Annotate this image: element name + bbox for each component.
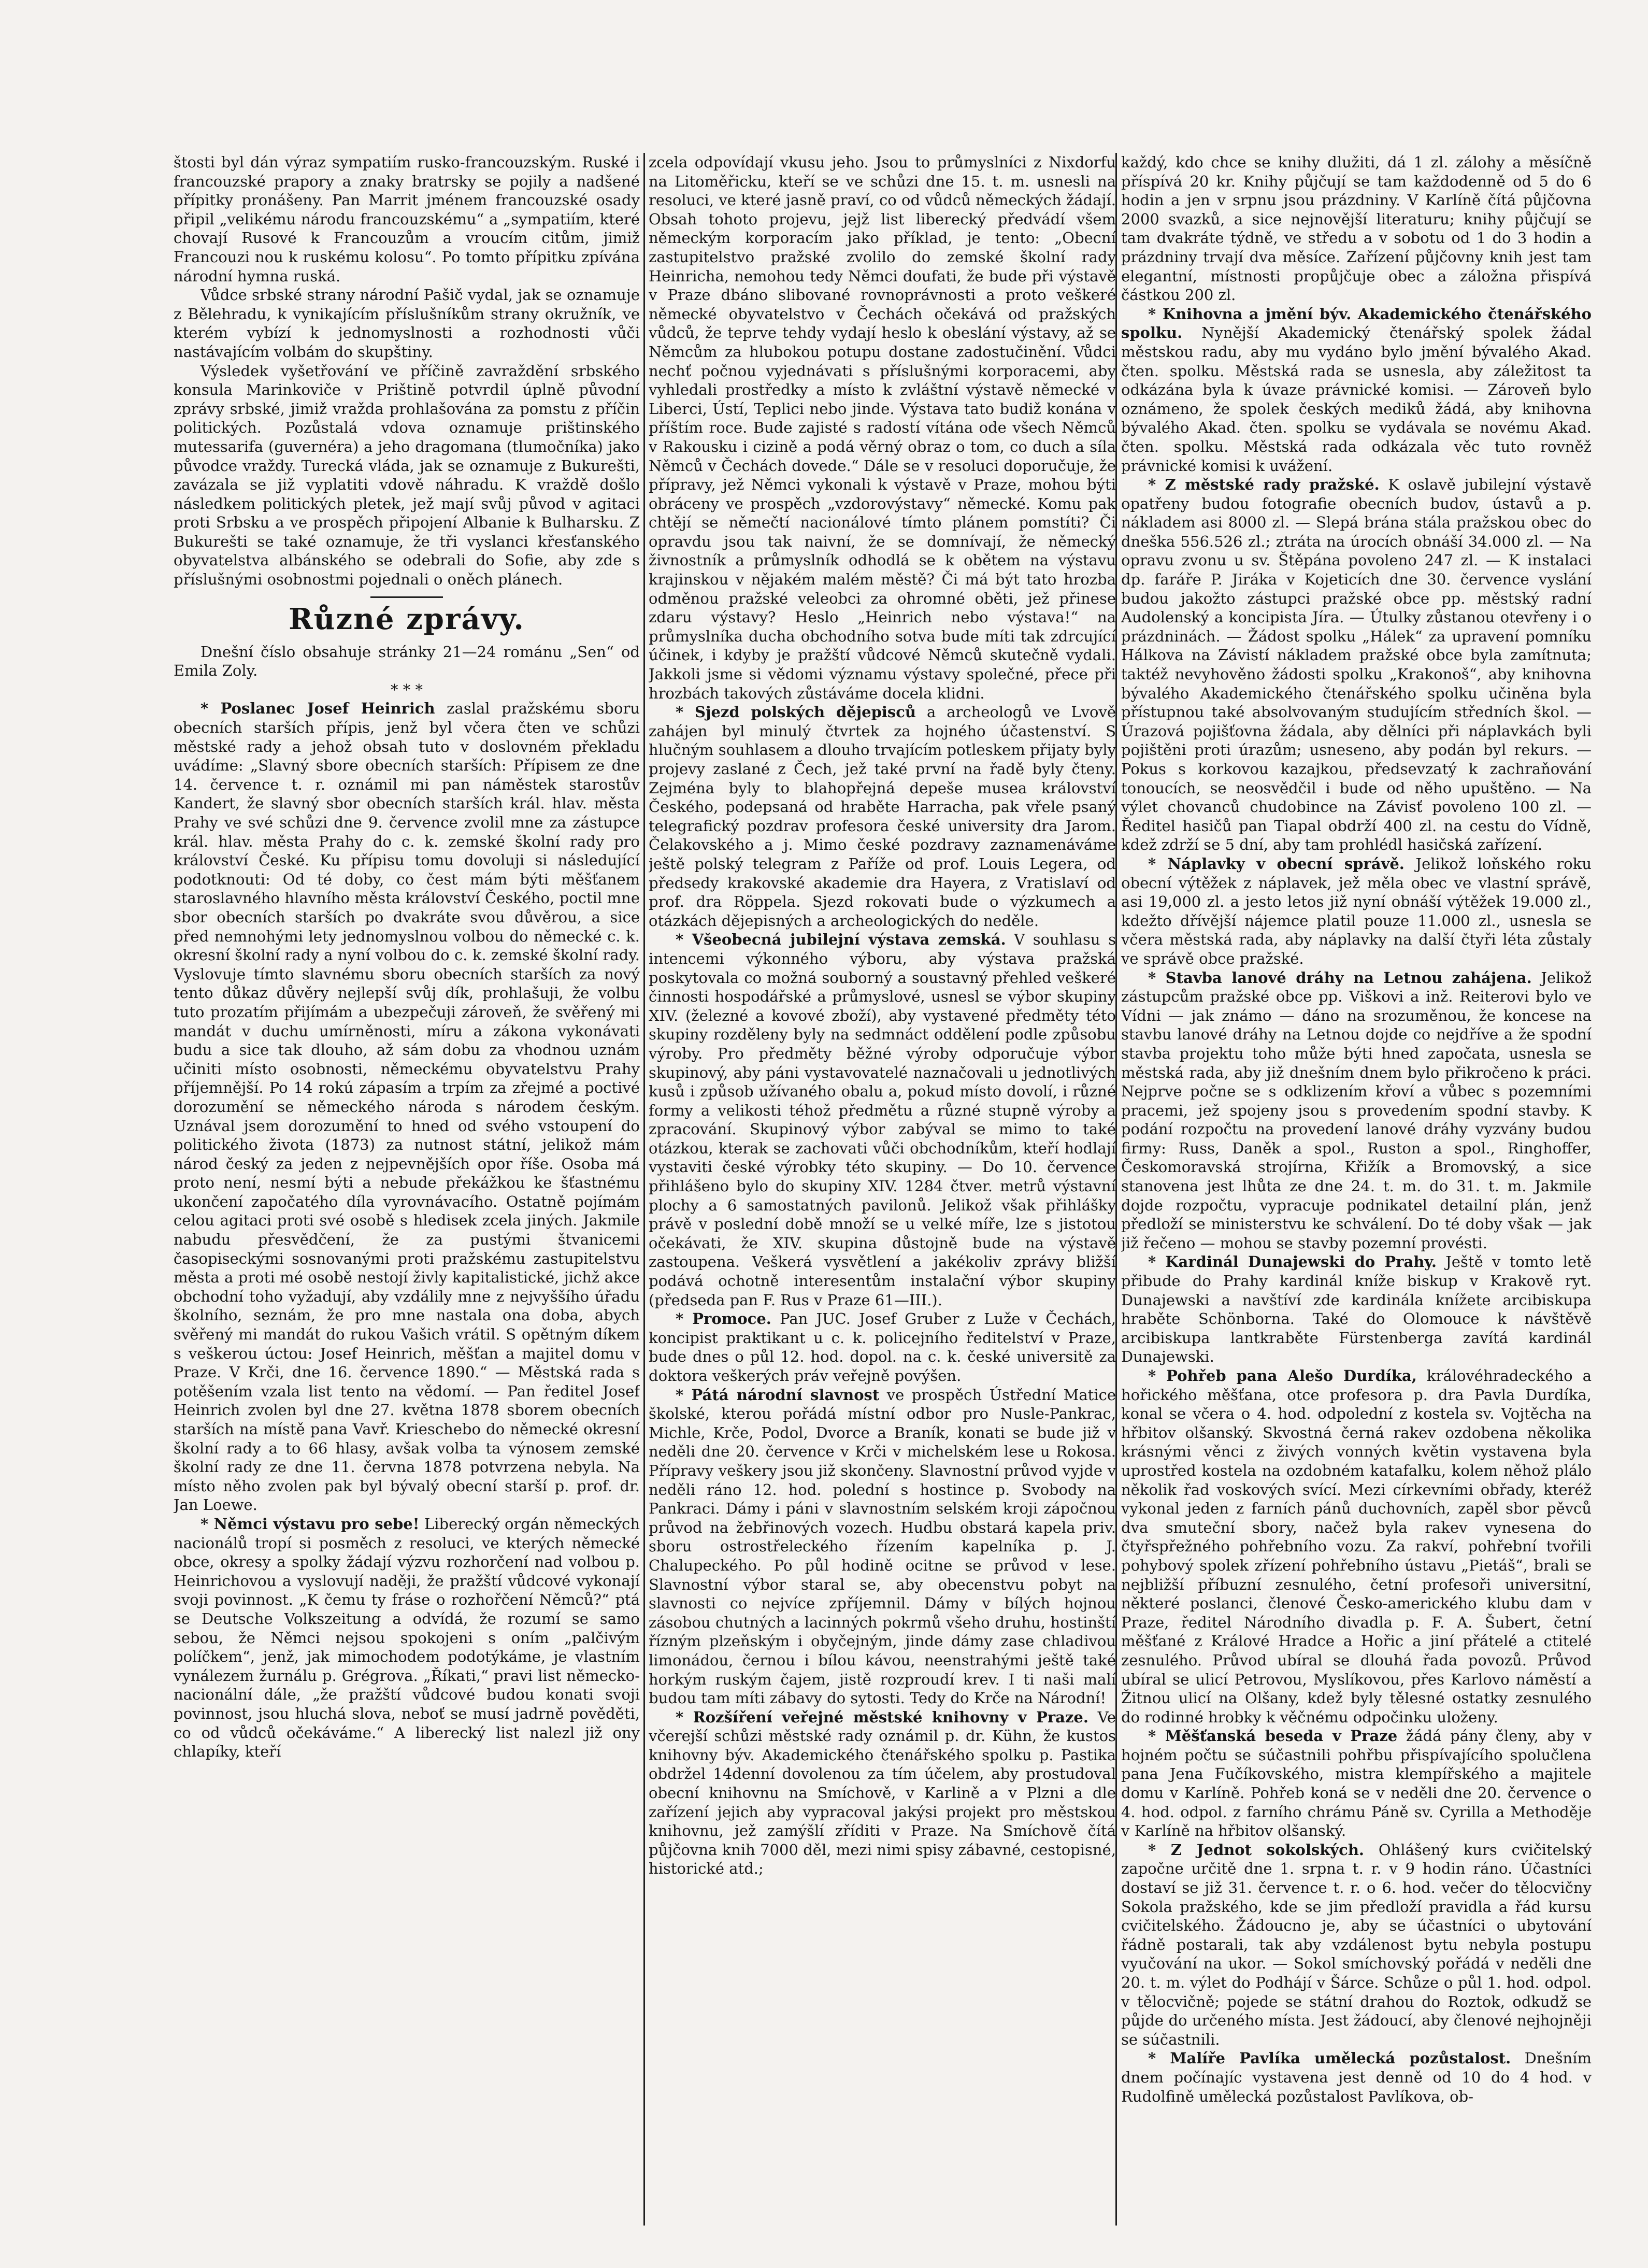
news-item-body: a archeologů ve Lvově zahájen byl minulý čtvrtek za hojného účastenství. S hlučným souhlasem a dlouho trvajícím potleskem přijaty byly projevy zaslané z Čech, jež také první na řadě byly čteny. Zejména byly to blahopřejná depeše musea království Českého, podepsaná od hraběte Harracha, pak vřele psaný telegrafický pozdrav profesora české university dra Jarom. Čelakovského a j. Mimo české pozdravy zaznamenáváme ještě polský telegram z Paříže od prof. Louis Legera, od předsedy krakovské akademie dra Hayera, z Vratislaví od prof. dra Röppela. Sjezd rokovati bude o výzkumech a otázkách dějepisných a archeologických do neděle.	[649, 703, 1116, 930]
news-item-lead: * Rozšíření veřejné městské knihovny v Praze.	[676, 1708, 1088, 1726]
column-right	[1121, 153, 1592, 2246]
news-item-body: Ohlášený kurs cvičitelský započne určitě dne 1. srpna t. r. v 9 hodin ráno. Účastníci dostaví se již 31. července t. r. o 6. hod. večer do tělocvičny Sokola pražského, kde se jim předloží pravidla a řád kursu cvičitelského. Žádoucno je, aby se účastníci o ubytování řádně postarali, tak aby vzdálenost bytu nebyla postupu vyučování na ukor. — Sokol smíchovský pořádá v neděli dne 20. t. m. výlet do Podhájí v Šárce. Schůze o půl 1. hod. odpol. v tělocvičně; pojede se státní drahou do Roztok, odkudž se půjde do určeného místa. Jest žádoucí, aby členové nejhojněji se súčastnili.	[1121, 1841, 1592, 2048]
news-item-body: V souhlasu s intencemi výkonného výboru, aby výstava pražská poskytovala co možná souborný a soustavný přehled veškeré činnosti hospodářské a průmyslové, usnesl se výbor skupiny XIV. (železné a kovové zboží), aby vystavené předměty této skupiny rozděleny byly na sedmnáct oddělení podle způsobu výroby. Pro předměty běžné výroby odporučuje výbor skupinový, aby páni vystavovatelé naznačovali u jednotlivých kusů i způsob užívaného obalu a, pokud místo dovolí, i různé formy a velikosti téhož předmětu a různé stupně výroby a zpracování. Skupinový výbor zabýval se mimo to také otázkou, kterak se zachovati vůči obchodníkům, kteří hodlají vystaviti české výrobky této skupiny. — Do 10. července přihlášeno bylo do skupiny XIV. 1284 čtver. metrů výstavní plochy a 6 samostatných pavilonů. Jelikož však přihlášky právě v poslední době množí se u velké míře, lze s jistotou očekávati, že XIV. skupina důstojně bude na výstavě zastoupena. Veškerá vysvětlení a jakékoliv zprávy bližší podává ochotně interesentům instalační výbor skupiny (předseda pan F. Rus v Praze 61—III.).	[649, 931, 1116, 1309]
section-divider	[370, 596, 443, 598]
news-item-lead: * Pátá národní slavnost	[676, 1386, 880, 1404]
news-item	[1121, 1841, 1592, 2049]
article-continuation: každý, kdo chce se knihy dlužiti, dá 1 zl. zálohy a měsíčně příspívá 20 kr. Knihy půjčují se tam každodenně od 5 do 6 hodin a jen v srpnu jsou prázdniny. V Karlíně čítá půjčovna 2000 svazků, a sice nejnovější literaturu; knihy půjčují se tam dvakráte týdně, ve středu a v sobotu od 1 do 3 hodin a prázdniny trvají dva měsíce. Zařízení půjčovny knih jest tam elegantní, místnosti propůjčuje obec a záložna přispívá částkou 200 zl.	[1121, 153, 1592, 304]
news-item-body: Liberecký orgán německých nacionálů tropí si posměch z resoluci, ve kterých německé obce, okresy a spolky žádají výzvu rozhorčení nad volbou p. Heinrichovou a vyslovují naději, že pražští vůdcové vykonají svoji povinnost. „K čemu ty fráse o rozhořčení Němců?“ ptá se Deutsche Volkszeitung a odvídá, že rozumí se samo sebou, že Němci nejsou spokojeni s oním „palčivým políčkem“, jenž, jak mimochodem podotýkáme, je vlastním vynálezem žurnálu p. Grégrova. „Říkati,“ pravi list německo-nacionální dále, „že pražští vůdcové budou konati svoji povinnost, jsou hluchá slova, neboť se musí jadrně pověděti, co od vůdců očekáváme.“ A liberecký list nalezl již ony chlapíky, kteří	[174, 1515, 640, 1761]
news-item-lead: * Sjezd polských dějepisců	[676, 703, 916, 721]
news-item	[649, 703, 1116, 930]
news-item-lead: * Němci výstavu pro sebe!	[200, 1515, 420, 1533]
news-item	[1121, 1366, 1592, 1727]
section-heading: Různé zprávy.	[289, 602, 525, 636]
news-item	[174, 699, 640, 1515]
supplement-notice: Dnešní číslo obsahuje stránky 21—24 románu „Sen“ od Emila Zoly.	[174, 643, 640, 680]
news-item-lead: * Malíře Pavlíka umělecká pozůstalost.	[1148, 2049, 1511, 2067]
column-left	[174, 153, 640, 2246]
news-item-lead: * Náplavky v obecní správě.	[1148, 854, 1405, 873]
news-item-body: královéhradeckého a hořického měšťana, otce profesora p. dra Pavla Durdíka, konal se včera o 4. hod. odpolední z kostela sv. Vojtěcha na hřbitov olšanský. Skvostná černá rakev ozdobena několika krásnými věnci z živých vonných květin vystavena byla uprostřed kostela na ozdobném katafalku, kolem něhož plálo několik řad voskových svící. Mezi církevními obřady, kteréž vykonal jeden z farních pánů duchovních, zapěl sbor pěvců dva smuteční sbory, načež byla rakev vynesena do čtyřspřežného pohřebního vozu. Za rakví, pohřební tvořili pohybový spolek zřízení pohřebního ústavu „Pietáš“, brali se nejbližší příbuzní zesnulého, četní profesoři universitní, některé poslanci, členové Česko-amerického klubu dam v Praze, ředitel Národního divadla p. F. A. Šubert, četní měšťané z Králové Hradce a Hořic a jiní přátelé a ctitelé zesnulého. Průvod ubíral se dlouhá řada povozů. Průvod ubíral se ulicí Petrovou, Myslíkovou, přes Karlovo náměstí a Žitnou ulicí na Olšany, kdež byly tělesné ostatky zesnulého do rodinné hrobky k věčnému odpočinku uloženy.	[1121, 1367, 1592, 1726]
news-item-lead: * Všeobecná jubilejní výstava zemská.	[676, 931, 1006, 949]
news-item	[1121, 854, 1592, 968]
news-item-body: Pan JUC. Josef Gruber z Luže v Čechách, koncipist praktikant u c. k. policejního ředitelství v Praze, bude dnes o půl 12. hod. dopol. na c. k. české universitě za doktora veškerých práv veřejně povýšen.	[649, 1310, 1116, 1385]
news-item-lead: * Knihovna a jmění býv. Akademického čtenářského spolku.	[1121, 305, 1592, 342]
news-item	[649, 1386, 1116, 1708]
news-item-body: Dnešním dnem počínajíc vystavena jest denně od 10 do 4 hod. v Rudolfině umělecká pozůstalost Pavlíkova, ob-	[1121, 2049, 1592, 2105]
news-item-body: žádá pány členy, aby v hojném počtu se súčastnili pohřbu přispívajícího spolučlena pana Jena Fučíkovského, mistra klempířského a majitele domu v Karlíně. Pohřeb koná se v neděli dne 20. července o 4. hod. odpol. z farního chrámu Páně sv. Cyrilla a Methoděje v Karlíně na hřbitov olšanský.	[1121, 1727, 1592, 1840]
news-item-body: zaslal pražskému sboru obecních starších přípis, jenž byl včera čten ve schůzi městské rady a jehož obsah tuto v doslovném překladu uvádíme: „Slavný sbore obecních starších: Přípisem ze dne 14. července t. r. oznámil mi pan náměstek starostův Kandert, že slavný sbor obecních starších král. hlav. města Prahy ve své schůzi dne 9. července zvolil mne za zástupce král. hlav. města Prahy do c. k. zemské školní rady pro království České. Ku přípisu tomu dovoluji si následující podotknouti: Od té doby, co čest mám býti měšťanem staroslavného hlavního města království Českého, poctil mne sbor obecních starších po dvakráte svou důvěrou, a sice před nemnohými lety jednomyslnou volbou do německé c. k. okresní školní rady a nyní volbou do c. k. zemské školní rady. Vyslovuje tímto slavnému sboru obecních starších za nový tento důkaz důvěry nejlepší svůj dík, prohlašuji, že volbu tuto prozatím přijímám a ubezpečuji zároveň, že svěřený mi mandát v duchu umírněnosti, míru a zákona vykonávati budu a sice tak dlouho, až sám dobu za vhodnou uznám učiniti místo osobnosti, německému obyvatelstvu Prahy příjemnější. Po 14 rokú zápasím a trpím za zřejmé a poctivé dorozumění se německého národa s národem českým. Uznával jsem dorozumění to hned od svého vstoupení do politického života (1873) za nutnost státní, jelikož mám národ český za jeden z nejpevnějších opor říše. Osoba má proto není, nesmí býti a nebude překážkou ke šťastnému ukončení započatého díla vyrovnávacího. Ostatně pojímám celou agitaci proti své osobě s hledisek zcela jiných. Jakmile nabudu přesvědčení, že za pustými štvanicemi časopiseckými sosnovanými proti pražskému zastupitelstvu města a proti mé osobě nestojí živly kapitalistické, jichž akce obchodní toho vyžadují, aby vzdálily mne z nejvyššího úřadu školního, seznám, že pro mne nastala ona doba, abych svěřený mi mandát do rukou Vašich vrátil. S opětným díkem s veškerou úctou: Josef Heinrich, měšťan a majitel domu v Praze. V Krči, dne 16. července 1890.“ — Městská rada s potěšením vzala list tento na vědomí. — Pan ředitel Josef Heinrich zvolen byl dne 27. května 1878 sborem obecních starších na místě pana Vavř. Krieschebo do německé okresní školní rady a to 66 hlasy, avšak volba ta výnosem zemské školní rady ze dne 11. června 1878 potvrzena nebyla. Na místo něho zvolen pak byl bývalý obecní starší p. prof. dr. Jan Loewe.	[174, 700, 640, 1514]
news-item-body: Jelikož loňského roku obecní výtěžek z náplavek, jež měla obec ve vlastní správě, asi 19,000 zl. a jesto letos již nyní obnáší výtěžek 19.000 zl., kdežto dřívější nájemce platil pouze 11.000 zl., usnesla se včera městská rada, aby náplavky na další čtyři léta zůstaly ve správě obce pražské.	[1121, 854, 1592, 967]
news-item	[174, 1515, 640, 1761]
news-item	[649, 1708, 1116, 1878]
news-item-body: Ještě v tomto letě přibude do Prahy kardinál kníže biskup v Krakově ryt. Dunajewski a navštíví zde kardinála knížete arcibiskupa hraběte Schönborna. Také do Olomouce k návštěvě arcibiskupa lantkraběte Fürstenberga zavítá kardinál Dunajewski.	[1121, 1253, 1592, 1366]
news-item-lead: * Kardinál Dunajewski do Prahy.	[1148, 1253, 1437, 1271]
news-item	[649, 930, 1116, 1309]
news-item-lead: * Z Jednot sokolských.	[1148, 1841, 1364, 1859]
article-continuation: štosti byl dán výraz sympatiím rusko-francouzským. Ruské i francouzské prapory a znaky bratrsky se pojily a nadšené přípitky pronášeny. Pan Marrit jménem francouzské osady připil „velikému národu francouzskému“ a „sympatiím, které chovají Rusové k Francouzům a vroucím citům, jimiž Francouzi nou k ruskému kolosu“. Po tomto přípitku zpívána národní hymna ruská.	[174, 153, 640, 285]
news-paragraph: Výsledek vyšetřování ve příčině zavraždění srbského konsula Marinkoviče v Prištině potvrdil úplně původní zprávy srbské, jimiž vražda prohlašována za pomstu z příčin politických. Pozůstalá vdova oznamuje prištinského mutessarifa (guvernéra) a jeho dragomana (tlumočníka) jako původce vraždy. Turecká vláda, jak se oznamuje z Bukurešti, zavázala se již vyplatiti vdově náhradu. K vraždě došlo následkem politických pletek, jež mají svůj původ v agitaci proti Srbsku a ve prospěch připojení Albanie k Bulharsku. Z Bukurešti se také oznamuje, že tři vyslanci křesťanského obyvatelstva albánského se odebrali do Sofie, aby zde s příslušnými osobnostmi pojednali o oněch plánech.	[174, 362, 640, 589]
news-item	[1121, 1252, 1592, 1366]
news-item	[1121, 2049, 1592, 2106]
article-continuation: zcela odpovídají vkusu jeho. Jsou to průmyslníci z Nixdorfu na Litoměřicku, kteří se ve schůzi dne 15. t. m. usnesli na resoluci, ve které jasně praví, co od vůdců německých žádají. Obsah tohoto projevu, jejž list liberecký předvádí všem německým korporacím jako příklad, je tento: „Obecní zastupitelstvo pražské zvolilo do zemské školní rady Heinricha, nemohou tedy Němci doufati, že bude při výstavě v Praze dbáno slibované rovnoprávnosti a proto veškeré německé obyvatelstvo v Čechách očekává od pražských vůdců, že teprve tehdy vydají heslo k obeslání výstavy, až se Němcům za hlubokou potupu dostane zadostučinění. Vůdci nechť počnou vyjednávati s příslušnými korporacemi, aby vyhledali prostředky a místo k zvláštní výstavě německé v Liberci, Ústí, Teplici nebo jinde. Výstava tato budiž konána v příštím roce. Bude zajisté s radostí vítána ode všech Němců v Rakousku i cizině a podá věrný obraz o tom, co duch a síla Němců v Čechách dovede.“ Dále se v resoluci doporučuje, že přípravy, jež Němci vykonali k výstavě v Praze, mohou býti obráceny ve prospěch „vzdorovýstavy“ německé. Komu pak chtějí se němečtí nacionálové tímto plánem pomstíti? Či opravdu jsou tak naivní, že se domnívají, že německý živnostník a průmyslník odhodlá se k obětem na výstavu krajinskou v nějakém malém městě? Či má být tato hrozba odměnou pražské veleobci za ohromné oběti, jež přinese zdaru výstavy? Heslo „Heinrich nebo výstava!“ na průmyslníka ducha obchodního sotva bude míti tak zdrcující účinek, i kdyby je pražští vůdcové Němců skutečně vydali. Jakkoli jsme si vědomi významu výstavy společné, přece při hrozbách takových zůstáváme docela klidni.	[649, 153, 1116, 702]
column-middle	[649, 153, 1116, 2246]
stars-separator: * * *	[391, 680, 423, 698]
news-paragraph: Vůdce srbské strany národní Pašič vydal, jak se oznamuje z Bělehradu, k vynikajícím příslušníkům strany okružník, ve kterém vybízí k jednomyslnosti a rozhodnosti vůči nastávajícím volbám do skupštiny.	[174, 286, 640, 361]
news-item	[649, 1309, 1116, 1385]
news-item	[1121, 475, 1592, 854]
column-rule	[643, 153, 645, 2226]
news-item-lead: * Stavba lanové dráhy na Letnou zahájena.	[1148, 968, 1532, 987]
news-item	[1121, 968, 1592, 1253]
news-item-lead: * Z městské rady pražské.	[1148, 476, 1380, 494]
news-item-body: K oslavě jubilejní výstavě opatřeny budou fotografie obecních budov, ústavů a p. nákladem asi 8000 zl. — Slepá brána stála pražskou obec do dneška 556.526 zl.; ztráta na úrocích obnáší 34.000 zl. — Na opravu zvonu u sv. Štěpána povoleno 247 zl. — K instalaci dp. faráře P. Jiráka v Kojeticích dne 30. července vyslání budou jakožto zástupci pražské obce pp. městský radní Audolenský a koncipista Jíra. — Útulky zůstanou otevřeny i o prázdninách. — Žádost spolku „Hálek“ za upravení pomníku Hálkova na Závistí nákladem pražské obce byla zamítnuta; taktéž nevyhověno žádosti spolku „Krakonoš“, aby knihovna bývalého Akademického čtenářského spolku učiněna byla přístupnou také absolvovaným studujícím středních škol. — Úrazová pojišťovna žádala, aby dělníci při náplavkách byli pojištěni proti úrazům; usneseno, aby podán byl rekurs. — Pokus s korkovou kazajkou, předsevzatý k zachraňování tonoucích, se neosvědčil i bude od něho upuštěno. — Na výlet chovanců chudobince na Závisť povoleno 100 zl. — Ředitel hasičů pan Tiapal obdrží 400 zl. na cestu do Vídně, kdež zdrží se 5 dní, aby tam prohlédl hasičská zařízení.	[1121, 476, 1592, 854]
news-item	[1121, 1727, 1592, 1841]
news-item-lead: * Poslanec Josef Heinrich	[200, 700, 435, 718]
news-item-lead: * Pohřeb pana Alešo Durdíka,	[1148, 1367, 1417, 1385]
news-item-body: Nynější Akademický čtenářský spolek žádal městskou radu, aby mu vydáno bylo jmění bývalého Akad. čten. spolku. Městská rada se usnesla, aby záležitost ta odkázána byla k úvaze právnické komisi. — Zároveň bylo oznámeno, že spolek českých mediků žádá, aby knihovna bývalého Akad. čten. spolku se vydávala se novému Akad. čten. spolku. Městská rada odkázala věc tuto rovněž právnické komisi k uvážení.	[1121, 324, 1592, 475]
news-item-body: ve prospěch Ústřední Matice školské, kterou pořádá místní odbor pro Nusle-Pankrac, Michle, Krče, Podol, Dvorce a Braník, konati se bude již v neděli dne 20. července v Krči v michelském lese u Rokosa. Přípravy veškery jsou již skončeny. Slavnostní průvod vyjde v neděli ráno 12. hod. polední s hostince p. Svobody na Pankraci. Dámy i páni v slavnostním selském kroji zápočnou průvod na žebřinových vozech. Hudbu obstará kapela priv. sboru ostrostřeleckého řízením kapelníka p. J. Chalupeckého. Po půl hodině ocitne se průvod v lese. Slavnostní výbor staral se, aby obecenstvu pobyt na slavnosti co nejvíce zpříjemnil. Dámy v bílých hojnou zásobou chutných a lacinných pokrmů všeho druhu, hostinští řízným plzeňským i obyčejným, jinde dámy zase chladivou limonádou, černou i bílou kávou, neenstrahými ještě také horkým ruským čajem, jistě rozproudí krev. I ti naši malí budou tam míti zábavy do sytosti. Tedy do Krče na Národní!	[649, 1386, 1116, 1707]
news-item-lead: * Měšťanská beseda v Praze	[1148, 1727, 1398, 1745]
news-item-body: Ve včerejší schůzi městské rady oznámil p. dr. Kühn, že kustos knihovny býv. Akademického čtenářského spolku p. Pastika obdržel 14denní dovolenou za tím účelem, aby prostudoval obecní knihovnu na Smíchově, v Karlině a v Plzni a dle zařízení jejich aby vypracoval jakýsi projekt pro městskou knihovnu, jež zamýšlí zříditi v Praze. Na Smíchově čítá půjčovna knih 7000 děl, mezi nimi spisy zábavné, cestopisné, historické atd.;	[649, 1708, 1116, 1878]
news-item-body: Jelikož zástupcům pražské obce pp. Viškovi a inž. Reiterovi bylo ve Vídni — jak známo — dáno na srozuměnou, že koncese na stavbu lanové dráhy na Letnou dojde co nejdříve a že spodní stavba projektu toho může býti hned započata, usnesla se městská rada, aby již dnešním dnem bylo přikročeno k práci. Nejprve počne se s odklizením křoví a vůbec s pozemními pracemi, jež spojeny jsou s provedením spodní stavby. K podání rozpočtu na provedení lanové dráhy vyzvány budou firmy: Russ, Daněk a spol., Ruston a spol., Ringhoffer, Českomoravská strojírna, Křižík a Bromovský, a sice stanovena jest lhůta ze dne 24. t. m. do 31. t. m. Jakmile dojde rozpočtu, vypracuje podnikatel detailní plán, jenž předloží se ministerstvu ke schválení. Do té doby však — jak již řečeno — mohou se stavby pozemní provésti.	[1121, 968, 1592, 1252]
news-item	[1121, 305, 1592, 475]
news-item-lead: * Promoce.	[676, 1310, 771, 1328]
